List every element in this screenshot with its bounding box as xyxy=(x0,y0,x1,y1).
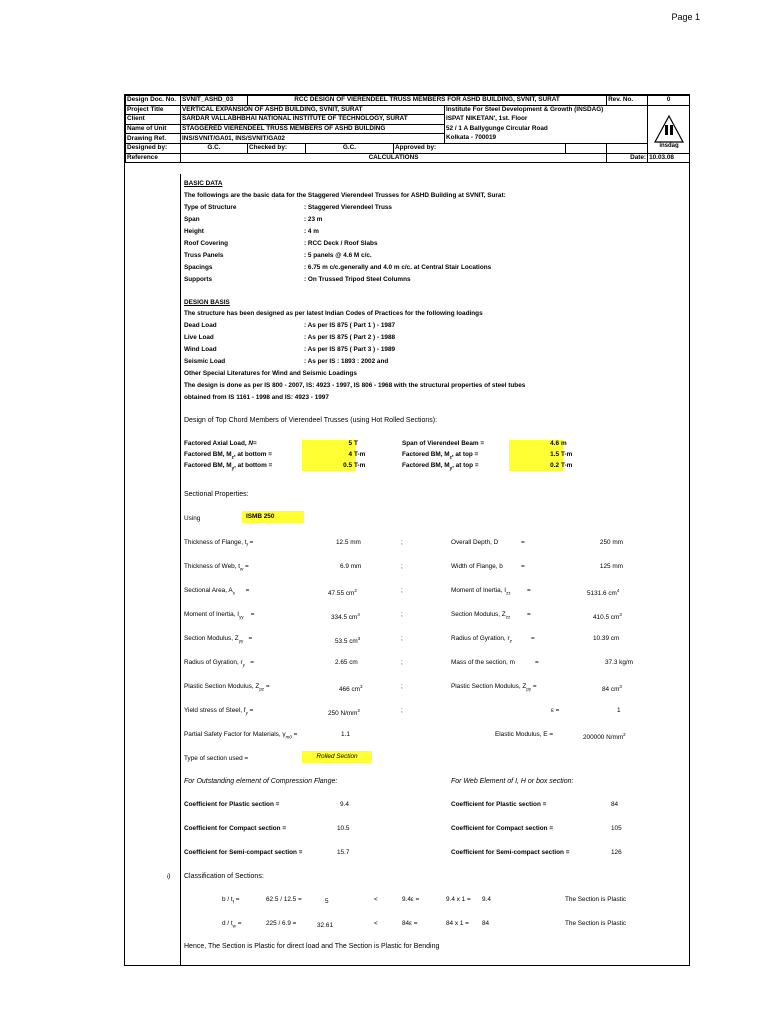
prop-label: Moment of Inertia, I xyxy=(451,587,507,594)
coeff-label: Coefficient for Semi-compact section = xyxy=(451,849,570,856)
flange-plastic-value: 9.4 xyxy=(340,801,349,808)
unit: cm xyxy=(610,686,620,694)
tf-value: 12.5 mm xyxy=(336,539,361,546)
bm-unit: T-m xyxy=(561,462,573,469)
separator: ; xyxy=(401,659,403,666)
drawing-label: Drawing Ref. xyxy=(126,134,181,144)
equals-sign: = xyxy=(250,659,254,666)
classification-result: The Section is Plastic xyxy=(565,896,627,903)
unit-exp: 3 xyxy=(619,612,622,617)
unit-exp: 3 xyxy=(619,684,622,689)
unit-exp: 2 xyxy=(357,708,361,713)
prop-sub: py xyxy=(526,686,532,692)
load-label: Seismic Load xyxy=(184,358,226,365)
bm-tail: , at bottom = xyxy=(234,462,273,469)
prop-sub: yy xyxy=(238,638,244,644)
bm-top-y-value: 0.2 xyxy=(550,462,559,469)
separator: ; xyxy=(401,539,403,546)
unit: cm xyxy=(348,614,358,622)
reference-column-divider xyxy=(180,174,181,966)
equals-sign: = xyxy=(235,920,242,927)
classification-heading: Classification of Sections: xyxy=(184,873,264,880)
D-value: 250 mm xyxy=(599,539,623,546)
using-label: Using xyxy=(184,515,201,522)
bm-label: Factored BM, M xyxy=(402,451,450,458)
Zyy-value: 53.5 xyxy=(335,638,348,646)
bm-label: Factored BM, M xyxy=(402,462,450,469)
basic-row-label: Truss Panels xyxy=(184,252,224,259)
elastic-modulus-label: Elastic Modulus, E = xyxy=(495,731,554,738)
title-block xyxy=(125,95,690,163)
top-chord-heading: Design of Top Chord Members of Vierendeel Trusses (using Hot Rolled Sections): xyxy=(184,417,438,424)
prop-label: Partial Safety Factor for Materials, γ xyxy=(184,731,286,738)
prop-label: Moment of Inertia, I xyxy=(184,611,240,618)
ratio-label: d / t xyxy=(222,920,233,927)
limit-value: 9.4 xyxy=(482,896,491,903)
area-value: 47.55 xyxy=(328,590,344,598)
basic-row-label: Spacings xyxy=(184,264,213,271)
prop-sub: zz xyxy=(505,614,511,620)
ratio-expression: 62.5 / 12.5 = xyxy=(266,896,302,903)
basic-row-label: Type of Structure xyxy=(184,204,237,211)
calculations-label: CALCULATIONS xyxy=(181,153,607,163)
project-title: VERTICAL EXPANSION OF ASHD BUILDING, SVNIT, SURAT xyxy=(181,105,445,115)
bm-sub: y xyxy=(231,465,235,471)
design-basis-line: Other Special Literatures for Wind and Seismic Loadings xyxy=(184,370,357,377)
section-type-value: Rolled Section xyxy=(316,753,358,760)
prop-label: Yield stress of Steel, f xyxy=(184,707,246,714)
client: SARDAR VALLABHBHAI NATIONAL INSTITUTE OF TECHNOLOGY, SURAT xyxy=(181,115,445,125)
prop-sub: m0 xyxy=(285,734,292,740)
prop-label: Width of Flange, b xyxy=(451,563,503,570)
prop-label: Mass of the section, m xyxy=(451,659,515,666)
Izz-value: 5131.6 xyxy=(587,590,607,598)
web-coeff-heading: For Web Element of I, H or box section: xyxy=(451,778,574,785)
less-than: < xyxy=(374,920,378,927)
prop-label: Overall Depth, D xyxy=(451,539,499,546)
web-plastic-value: 84 xyxy=(611,801,619,808)
ratio-expression: 225 / 6.9 = xyxy=(266,920,297,927)
reference-label: Reference xyxy=(126,153,181,163)
flange-semi-value: 15.7 xyxy=(337,849,350,856)
bm-top-z-value: 1.5 xyxy=(550,451,559,458)
separator: ; xyxy=(401,635,403,642)
unit-exp: 4 xyxy=(616,588,620,593)
basic-row-value: : On Trussed Tripod Steel Columns xyxy=(304,276,411,283)
drawing-ref: INS/SVNIT/GA01, INS/SVNIT/GA02 xyxy=(181,134,445,144)
design-basis-heading: DESIGN BASIS xyxy=(184,299,230,306)
Iyy-value: 334.5 xyxy=(331,614,347,622)
prop-sub: pz xyxy=(259,686,265,692)
web-semi-value: 126 xyxy=(611,849,622,856)
classification-result: The Section is Plastic xyxy=(565,920,627,927)
unit: cm xyxy=(349,638,358,646)
ratio-sub: w xyxy=(232,923,236,929)
prop-sub: w xyxy=(240,566,244,572)
date-value: 10.03.08 xyxy=(648,153,690,163)
basic-row-label: Span xyxy=(184,216,200,223)
client-label: Client xyxy=(126,115,181,125)
prop-label: Section Modulus, Z xyxy=(184,635,239,642)
equals-sign: = xyxy=(527,587,531,594)
unit-label: Name of Unit xyxy=(126,124,181,134)
axial-load-symbol: N xyxy=(248,440,254,447)
institute-address-1: ISPAT NIKETAN', 1st. Floor xyxy=(445,115,648,125)
b-value: 125 mm xyxy=(599,563,623,570)
unit-exp: 2 xyxy=(623,732,626,737)
prop-label: Plastic Section Modulus, Z xyxy=(184,683,260,690)
basic-row-value: : 23 m xyxy=(304,216,323,223)
load-value: : As per IS 875 ( Part 3 ) - 1989 xyxy=(304,346,396,353)
unit: cm xyxy=(610,635,620,642)
page-number: Page 1 xyxy=(671,12,700,22)
insdag-logo-icon xyxy=(652,114,686,148)
unit: cm xyxy=(345,590,355,598)
span-value: 4.6 xyxy=(550,440,559,447)
axial-load-label: Factored Axial Load, xyxy=(184,440,249,447)
basic-row-value: : RCC Deck / Roof Slabs xyxy=(304,240,378,247)
bm-unit: T-m xyxy=(354,462,366,469)
basic-row-value: : Staggered Vierendeel Truss xyxy=(304,204,392,211)
unit-exp: 4 xyxy=(357,612,360,617)
design-basis-line: obtained from IS 1161 - 1998 and IS: 4923 - 1997 xyxy=(184,394,329,401)
epsilon-label: ε = xyxy=(551,707,560,714)
equals-sign: = xyxy=(248,635,253,642)
institute-name: Institute For Steel Development & Growth (INSDAG) xyxy=(445,105,648,115)
equals-sign: = xyxy=(253,440,257,447)
prop-sub: s xyxy=(232,590,235,596)
load-value: : As per IS : 1893 : 2002 and xyxy=(304,358,389,365)
basic-data-heading: BASIC DATA xyxy=(184,180,223,187)
ratio-label: b / t xyxy=(222,896,233,903)
designed-by: G.C. xyxy=(181,143,248,153)
unit: N/mm xyxy=(606,734,624,742)
rev-label: Rev. No. xyxy=(607,96,648,106)
load-value: : As per IS 875 ( Part 1 ) - 1987 xyxy=(304,322,396,329)
limit-calc: 9.4 x 1 = xyxy=(446,896,471,903)
rz-value: 10.39 xyxy=(593,635,609,642)
bm-label: Factored BM, M xyxy=(184,462,232,469)
design-basis-line: The design is done as per IS 800 - 2007, IS: 4923 - 1997, IS 806 - 1968 with the structural properties of steel tubes xyxy=(184,382,526,389)
equals-sign: = xyxy=(521,563,525,570)
limit-expression: 84ε = xyxy=(402,920,418,927)
equals-sign: = xyxy=(265,683,270,690)
equals-sign: = xyxy=(521,539,525,546)
bm-bottom-y-value: 0.5 xyxy=(343,462,352,469)
item-number: i) xyxy=(167,873,171,880)
basic-row-label: Roof Covering xyxy=(184,240,229,247)
Zzz-value: 410.5 xyxy=(593,614,609,622)
equals-sign: = xyxy=(245,563,249,570)
coeff-label: Coefficient for Plastic section = xyxy=(184,801,280,808)
limit-value: 84 xyxy=(482,920,490,927)
ratio-value: 5 xyxy=(325,898,329,905)
prop-sub: y xyxy=(242,662,245,668)
separator: ; xyxy=(401,587,403,594)
span-label: Span of Vierendeel Beam = xyxy=(402,440,485,447)
equals-sign: = xyxy=(233,896,240,903)
prop-label: Thickness of Flange, t xyxy=(184,539,247,546)
unit: cm xyxy=(608,590,617,598)
gamma-value: 1.1 xyxy=(341,731,350,738)
approved-label: Approved by: xyxy=(394,143,566,153)
basic-row-value: : 6.75 m c/c.generally and 4.0 m c/c. at Central Stair Locations xyxy=(304,264,492,271)
coeff-label: Coefficient for Plastic section = xyxy=(451,801,547,808)
ry-value: 2.65 cm xyxy=(335,659,358,666)
mass-value: 37.3 kg/m xyxy=(604,659,633,666)
basic-data-intro: The followings are the basic data for the Staggered Vierendeel Trusses for ASHD Building at SVNIT, Surat: xyxy=(184,192,506,199)
load-label: Live Load xyxy=(184,334,214,341)
doc-no: SVNIT_ASHD_03 xyxy=(181,96,248,106)
load-label: Dead Load xyxy=(184,322,217,329)
limit-calc: 84 x 1 = xyxy=(446,920,469,927)
unit: cm xyxy=(351,686,360,694)
web-compact-value: 105 xyxy=(611,825,622,832)
bm-sub: y xyxy=(449,465,453,471)
prop-label: Section Modulus, Z xyxy=(451,611,506,618)
Zpz-value: 466 xyxy=(339,686,350,694)
basic-row-label: Height xyxy=(184,228,204,235)
bm-unit: T-m xyxy=(561,451,573,458)
axial-load-unit: T xyxy=(354,440,358,447)
load-label: Wind Load xyxy=(184,346,217,353)
logo-text: insdag xyxy=(659,143,679,148)
prop-sub: yy xyxy=(239,614,244,620)
ratio-value: 32.61 xyxy=(317,922,333,929)
unit-exp: 3 xyxy=(357,636,361,641)
equals-sign: = xyxy=(293,731,298,738)
basic-row-label: Supports xyxy=(184,276,213,283)
prop-sub: z xyxy=(509,638,512,644)
separator: ; xyxy=(401,563,403,570)
unit-name: STAGGERED VIERENDEEL TRUSS MEMBERS OF ASHD BUILDING xyxy=(181,124,445,134)
separator: ; xyxy=(401,707,403,714)
coeff-label: Coefficient for Compact section = xyxy=(184,825,287,832)
doc-no-label: Design Doc. No. xyxy=(126,96,181,106)
span-unit: m xyxy=(561,440,567,447)
axial-load-value: 5 xyxy=(348,440,352,447)
epsilon-value: 1 xyxy=(617,707,621,714)
prop-sub: zz xyxy=(506,590,511,596)
checked-by: G.C. xyxy=(306,143,394,153)
prop-sub: f xyxy=(246,542,248,548)
equals-sign: = xyxy=(249,707,254,714)
unit-exp: 3 xyxy=(359,684,363,689)
basic-row-value: : 4 m xyxy=(304,228,319,235)
ratio-sub: f xyxy=(232,899,234,905)
load-value: : As per IS 875 ( Part 2 ) - 1988 xyxy=(304,334,396,341)
bm-bottom-z-value: 4 xyxy=(348,451,352,458)
prop-label: Radius of Gyration, r xyxy=(451,635,510,642)
section-type-label: Type of section used = xyxy=(184,755,249,762)
bm-sub: z xyxy=(449,454,452,460)
separator: ; xyxy=(401,683,403,690)
separator: ; xyxy=(401,611,403,618)
designed-label: Designed by: xyxy=(126,143,181,153)
coeff-label: Coefficient for Semi-compact section = xyxy=(184,849,303,856)
sectional-properties-heading: Sectional Properties: xyxy=(184,491,249,498)
coeff-label: Coefficient for Compact section = xyxy=(451,825,554,832)
bm-sub: z xyxy=(231,454,234,460)
equals-sign: = xyxy=(535,659,539,666)
equals-sign: = xyxy=(532,683,537,690)
basic-row-value: : 5 panels @ 4.6 M c/c. xyxy=(304,252,372,259)
bm-unit: T-m xyxy=(354,451,366,458)
E-value: 200000 xyxy=(583,734,605,742)
prop-sub: y xyxy=(245,710,248,716)
date-label: Date: xyxy=(607,153,648,163)
classification-conclusion: Hence, The Section is Plastic for direct load and The Section is Plastic for Bending xyxy=(184,943,440,950)
checked-label: Checked by: xyxy=(248,143,306,153)
prop-label: Plastic Section Modulus, Z xyxy=(451,683,527,690)
section-designation: ISMB 250 xyxy=(246,513,275,520)
flange-coeff-heading: For Outstanding element of Compression Flange: xyxy=(184,778,338,785)
project-label: Project Title xyxy=(126,105,181,115)
limit-expression: 9.4ε = xyxy=(402,896,420,903)
bm-tail: , at bottom = xyxy=(233,451,272,458)
prop-label: Radius of Gyration, r xyxy=(184,659,243,666)
equals-sign: = xyxy=(245,587,250,594)
bm-label: Factored BM, M xyxy=(184,451,232,458)
institute-city: Kolkata - 700019 xyxy=(445,134,648,144)
equals-sign: = xyxy=(531,635,535,642)
equals-sign: = xyxy=(527,611,531,618)
flange-compact-value: 10.5 xyxy=(337,825,350,832)
unit-exp: 2 xyxy=(354,588,357,593)
doc-title: RCC DESIGN OF VIERENDEEL TRUSS MEMBERS FOR ASHD BUILDING, SVNIT, SURAT xyxy=(248,96,607,106)
bm-tail: , at top = xyxy=(452,462,479,469)
approved-by xyxy=(566,143,607,153)
unit: cm xyxy=(610,614,620,622)
prop-label: Thickness of Web, t xyxy=(184,563,240,570)
Zpy-value: 84 xyxy=(602,686,610,694)
unit: N/mm xyxy=(340,710,358,718)
institute-address-2: 52 / 1 A Ballygunge Circular Road xyxy=(445,124,648,134)
tw-value: 6.9 mm xyxy=(340,563,362,570)
less-than: < xyxy=(374,896,378,903)
fy-value: 250 xyxy=(328,710,339,718)
equals-sign: = xyxy=(250,611,255,618)
prop-label: Sectional Area, A xyxy=(184,587,233,594)
design-basis-intro: The structure has been designed as per latest Indian Codes of Practices for the following loadings xyxy=(184,310,483,317)
calculation-sheet xyxy=(124,94,690,966)
bm-tail: , at top = xyxy=(451,451,479,458)
equals-sign: = xyxy=(249,539,254,546)
rev-value: 0 xyxy=(648,96,690,106)
